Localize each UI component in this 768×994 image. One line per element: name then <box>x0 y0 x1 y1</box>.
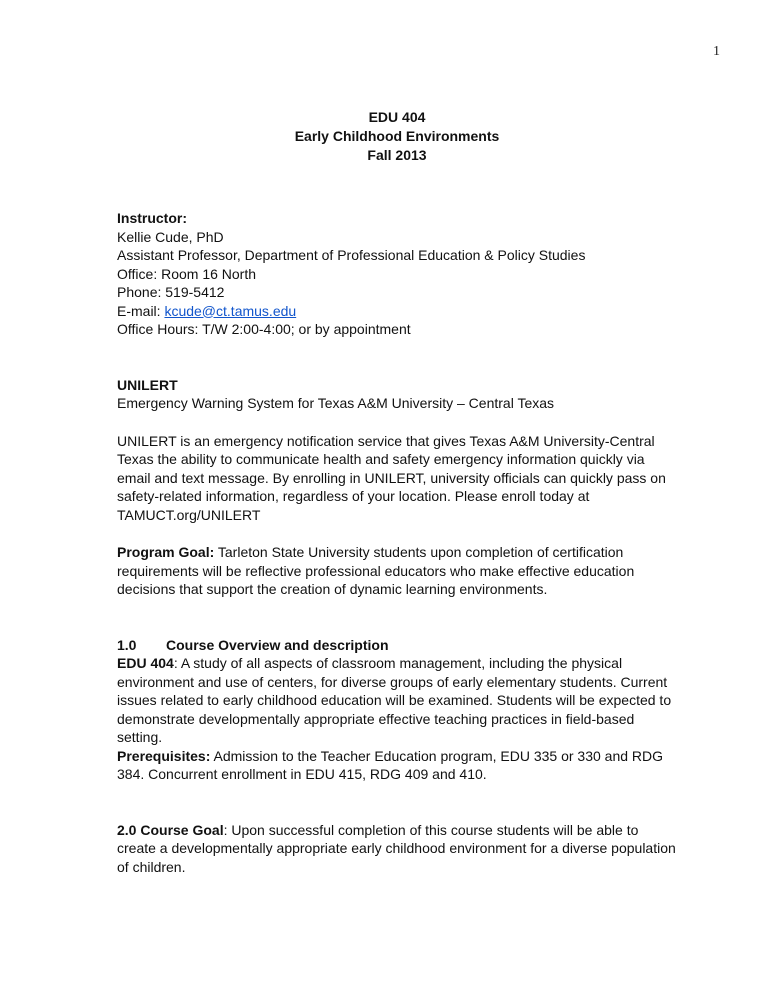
prerequisites-text: Admission to the Teacher Education program, EDU 335 or 330 and RDG 384. Concurrent enrollment in EDU 415, RDG 409 and 410. <box>117 747 664 782</box>
title-block <box>117 108 677 165</box>
section-title: Course Overview and description <box>166 636 389 653</box>
course-goal-label: 2.0 Course Goal <box>117 821 224 838</box>
instructor-phone: Phone: 519-5412 <box>117 284 225 300</box>
course-code: EDU 404 <box>368 109 426 125</box>
course-description <box>117 654 677 747</box>
instructor-heading: Instructor: <box>117 210 187 226</box>
instructor-section <box>117 209 677 339</box>
unilert-section <box>117 376 677 525</box>
prerequisites <box>117 747 677 784</box>
course-goal <box>117 821 677 877</box>
prerequisites-label: Prerequisites: <box>117 747 211 764</box>
section-number: 1.0 <box>117 636 137 653</box>
program-goal-label: Program Goal: <box>117 544 215 560</box>
program-goal-text: Tarleton State University students upon completion of certification requirements will be reflective professional educators who make effective education decisions that support the creation of dynamic learning environments. <box>117 544 635 597</box>
unilert-body: UNILERT is an emergency notification service that gives Texas A&M University-Central Texas the ability to communicate health and safety emergency information quickly via email and text message. By enrolling in UNILERT, university officials can quickly pass on safety-related information, regardless of your location. Please enroll today at TAMUCT.org/UNILERT <box>117 432 666 523</box>
instructor-email-line <box>117 302 677 321</box>
course-description-text: : A study of all aspects of classroom management, including the physical environment and use of centers, for diverse groups of early elementary students. Current issues related to early childhood education will be examined. Students will be expected to demonstrate developmentally appropriate effective teaching practices in field-based setting. <box>117 655 672 745</box>
course-overview-heading <box>117 636 677 655</box>
page-number: 1 <box>713 44 720 59</box>
email-label: E-mail: <box>117 302 165 319</box>
email-link[interactable]: kcude@ct.tamus.edu <box>164 302 297 319</box>
term: Fall 2013 <box>367 147 427 163</box>
document-content <box>117 108 677 876</box>
course-name: Early Childhood Environments <box>294 128 500 144</box>
program-goal <box>117 543 677 599</box>
course-overview-section <box>117 636 677 784</box>
unilert-subtitle: Emergency Warning System for Texas A&M University – Central Texas <box>117 395 555 411</box>
instructor-office: Office: Room 16 North <box>117 265 257 282</box>
course-goal-text: : Upon successful completion of this course students will be able to create a developmentally appropriate early childhood environment for a diverse population of children. <box>117 821 676 875</box>
instructor-position: Assistant Professor, Department of Professional Education & Policy Studies <box>117 247 586 263</box>
course-label: EDU 404 <box>117 655 174 671</box>
instructor-name: Kellie Cude, PhD <box>117 228 224 245</box>
instructor-office-hours: Office Hours: T/W 2:00-4:00; or by appointment <box>117 321 411 337</box>
unilert-heading: UNILERT <box>117 376 178 393</box>
